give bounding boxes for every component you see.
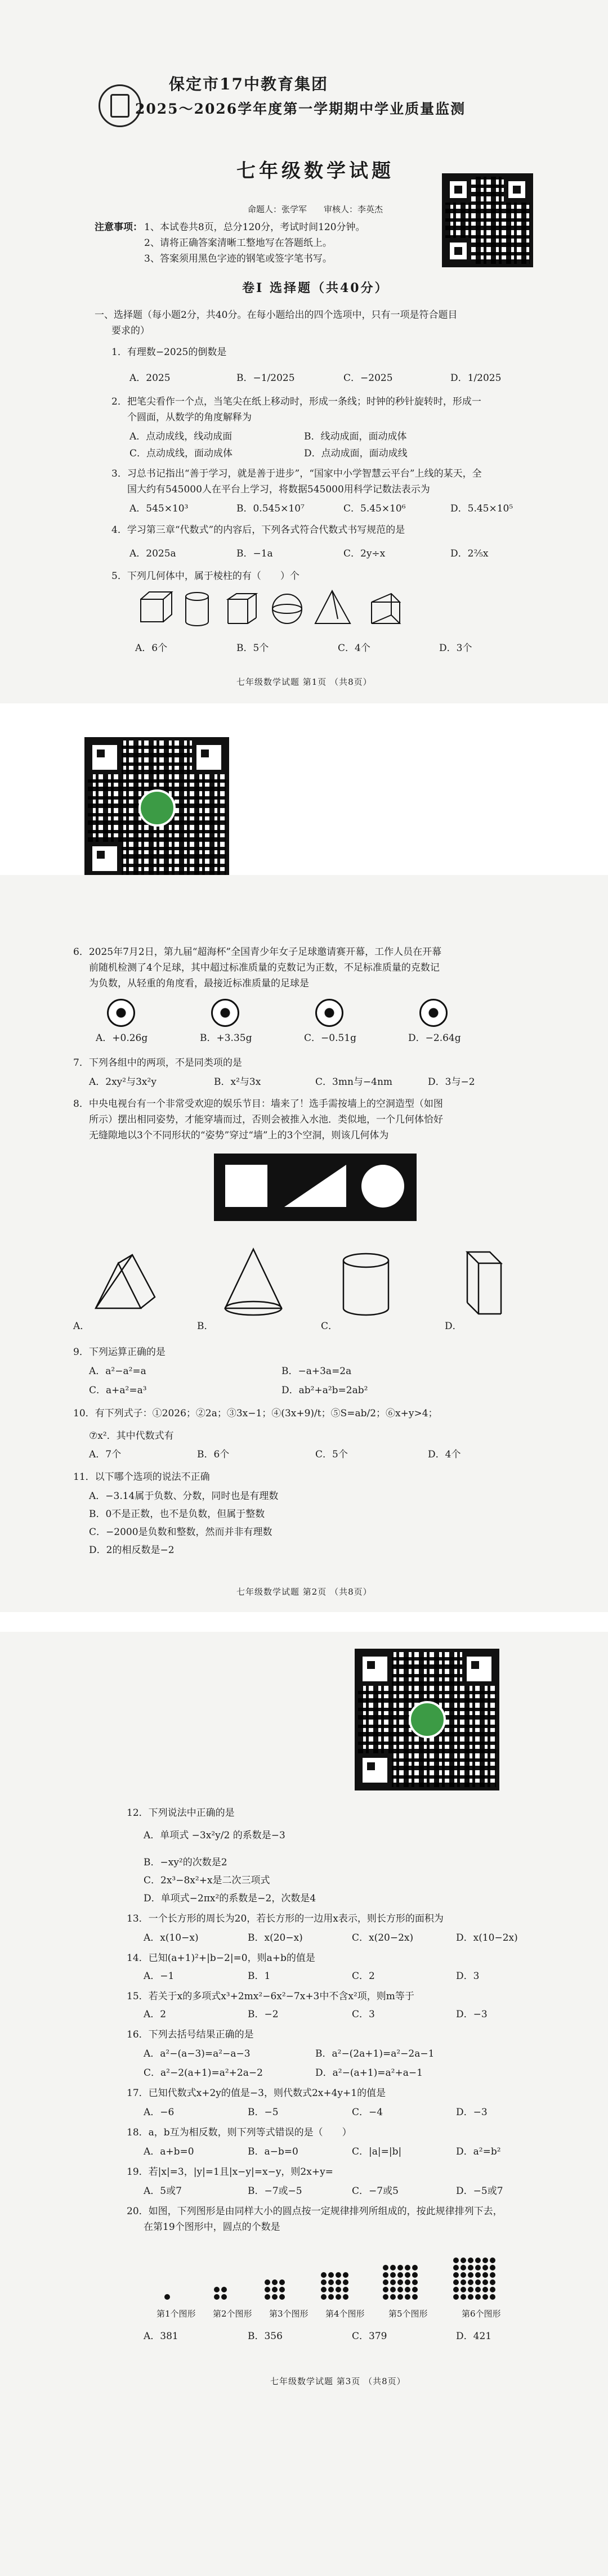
geometric-solids-figure bbox=[135, 585, 484, 630]
q14-option-a: A．−1 bbox=[144, 1971, 175, 1982]
q1-option-a: A．2025 bbox=[129, 373, 171, 384]
dot bbox=[390, 2287, 396, 2292]
question-7: 7．下列各组中的两项，不是同类项的是 bbox=[73, 1057, 242, 1069]
q7-option-b: B．x²与3x bbox=[214, 1076, 261, 1088]
dot bbox=[336, 2272, 341, 2278]
dot bbox=[468, 2294, 473, 2300]
dot bbox=[383, 2294, 388, 2300]
question-6-line1: 6．2025年7月2日，第九届“超海杯”全国青少年女子足球邀请赛开幕，工作人员在开幕 bbox=[73, 946, 442, 958]
dot bbox=[453, 2294, 459, 2300]
q20-option-c: C．379 bbox=[352, 2331, 387, 2342]
q9-option-d: D．ab²+a²b=2ab² bbox=[281, 1385, 368, 1396]
q13-option-c: C．x(20−2x) bbox=[352, 1932, 414, 1944]
dot-grid bbox=[214, 2287, 229, 2300]
q11-option-c: C．−2000是负数和整数，然而并非有理数 bbox=[89, 1527, 272, 1538]
dot bbox=[482, 2279, 488, 2285]
dot bbox=[279, 2279, 285, 2285]
q14-option-b: B．1 bbox=[248, 1971, 271, 1982]
q15-option-a: A．2 bbox=[144, 2009, 167, 2020]
exam-title: 七年级数学试题 bbox=[236, 160, 394, 182]
dot bbox=[482, 2272, 488, 2278]
q18-option-d: D．a²=b² bbox=[456, 2146, 501, 2157]
page-1-footer: 七年级数学试题 第1页 （共8页） bbox=[236, 677, 372, 687]
dot bbox=[468, 2272, 473, 2278]
q16-option-c: C．a²−2(a+1)=a²+2a−2 bbox=[144, 2067, 263, 2079]
q1-option-b: B．−1/2025 bbox=[236, 373, 295, 384]
dot bbox=[453, 2279, 459, 2285]
dot bbox=[279, 2287, 285, 2292]
question-3-line1: 3．习总书记指出“善于学习，就是善于进步”，“国家中小学智慧云平台”上线的某天，全 bbox=[111, 468, 482, 479]
q15-option-d: D．−3 bbox=[456, 2009, 488, 2020]
notice-2: 2、请将正确答案清晰工整地写在答题纸上。 bbox=[144, 237, 332, 249]
dot bbox=[453, 2265, 459, 2270]
dot bbox=[328, 2287, 334, 2292]
q17-option-c: C．−4 bbox=[352, 2107, 383, 2118]
question-2-line2: 个圆面，从数学的角度解释为 bbox=[127, 412, 252, 423]
dot bbox=[482, 2265, 488, 2270]
dot bbox=[405, 2265, 410, 2270]
q6-option-b: B．+3.35g bbox=[200, 1033, 252, 1044]
dot bbox=[336, 2294, 341, 2300]
q16-option-b: B．a²−(2a+1)=a²−2a−1 bbox=[315, 2048, 435, 2059]
dot bbox=[475, 2265, 481, 2270]
dot bbox=[412, 2287, 418, 2292]
dot bbox=[397, 2272, 403, 2278]
q19-option-c: C．−7或5 bbox=[352, 2185, 399, 2197]
dot bbox=[482, 2294, 488, 2300]
dot bbox=[397, 2294, 403, 2300]
dot bbox=[265, 2279, 270, 2285]
dot bbox=[453, 2258, 459, 2263]
dot bbox=[336, 2287, 341, 2292]
q3-option-d: D．5.45×10⁵ bbox=[450, 503, 513, 514]
soccer-ball-icon bbox=[315, 999, 343, 1027]
dot bbox=[390, 2294, 396, 2300]
dot bbox=[343, 2287, 348, 2292]
q19-option-d: D．−5或7 bbox=[456, 2185, 503, 2197]
q12-option-d: D．单项式−2πx²的系数是−2，次数是4 bbox=[144, 1893, 316, 1904]
exam-page-3 bbox=[0, 1632, 608, 2576]
dot bbox=[482, 2258, 488, 2263]
question-15: 15．若关于x的多项式x³+2mx²−6x²−7x+3中不含x²项，则m等于 bbox=[127, 1991, 414, 2002]
q17-option-b: B．−5 bbox=[248, 2107, 279, 2118]
q9-option-c: C．a+a²=a³ bbox=[89, 1385, 147, 1396]
q16-option-a: A．a²−(a−3)=a²−a−3 bbox=[144, 2048, 251, 2059]
q16-option-d: D．a²−(a+1)=a²+a−1 bbox=[315, 2067, 423, 2079]
question-8-line3: 无缝隙地以3个不同形状的“姿势”穿过“墙”上的3个空洞，则该几何体为 bbox=[89, 1130, 389, 1141]
instructions-line1: 一、选择题（每小题2分，共40分。在每小题给出的四个选项中，只有一项是符合题目 bbox=[95, 309, 458, 321]
dot bbox=[461, 2265, 466, 2270]
q2-option-b: B．线动成面，面动成体 bbox=[304, 431, 407, 442]
question-11: 11．以下哪个选项的说法不正确 bbox=[73, 1471, 210, 1483]
dot bbox=[461, 2279, 466, 2285]
dot bbox=[461, 2272, 466, 2278]
dot bbox=[214, 2294, 220, 2300]
q7-option-d: D．3与−2 bbox=[428, 1076, 475, 1088]
dot bbox=[321, 2287, 327, 2292]
dot bbox=[343, 2272, 348, 2278]
dot bbox=[412, 2272, 418, 2278]
dot bbox=[468, 2279, 473, 2285]
dot bbox=[468, 2258, 473, 2263]
dot-grid bbox=[453, 2258, 497, 2300]
q12-option-b: B．−xy²的次数是2 bbox=[144, 1857, 227, 1868]
dot-grid bbox=[265, 2279, 287, 2300]
page-gap bbox=[0, 703, 608, 875]
q12-option-c: C．2x³−8x²+x是二次三项式 bbox=[144, 1875, 270, 1886]
q15-option-c: C．3 bbox=[352, 2009, 375, 2020]
q13-option-b: B．x(20−x) bbox=[248, 1932, 303, 1944]
dot bbox=[475, 2287, 481, 2292]
q19-option-a: A．5或7 bbox=[144, 2185, 182, 2197]
figure-5-label: 第5个图形 bbox=[388, 2309, 428, 2319]
dot bbox=[490, 2265, 495, 2270]
dot bbox=[164, 2294, 170, 2300]
q3-option-b: B．0.545×10⁷ bbox=[236, 503, 305, 514]
dot bbox=[475, 2279, 481, 2285]
dot bbox=[490, 2279, 495, 2285]
q14-option-c: C．2 bbox=[352, 1971, 375, 1982]
dot bbox=[214, 2287, 220, 2292]
dot bbox=[468, 2287, 473, 2292]
dot bbox=[405, 2294, 410, 2300]
dot bbox=[265, 2294, 270, 2300]
dot bbox=[221, 2294, 227, 2300]
qr-code-icon bbox=[355, 1649, 499, 1790]
q4-option-a: A．2025a bbox=[129, 548, 176, 559]
q8-option-a: A． bbox=[73, 1321, 90, 1332]
q8-option-c: C． bbox=[321, 1321, 338, 1332]
solid-options-figure bbox=[84, 1241, 535, 1325]
soccer-ball-icon bbox=[211, 999, 239, 1027]
question-1: 1．有理数−2025的倒数是 bbox=[111, 347, 227, 358]
dot bbox=[321, 2294, 327, 2300]
dot bbox=[412, 2265, 418, 2270]
question-17: 17．已知代数式x+2y的值是−3，则代数式2x+4y+1的值是 bbox=[127, 2088, 386, 2099]
q6-option-a: A．+0.26g bbox=[96, 1033, 148, 1044]
dot bbox=[475, 2258, 481, 2263]
dot bbox=[482, 2287, 488, 2292]
dot bbox=[383, 2272, 388, 2278]
dot-grid bbox=[383, 2265, 419, 2300]
dot bbox=[490, 2287, 495, 2292]
notice-1: 1、本试卷共8页，总分120分，考试时间120分钟。 bbox=[144, 222, 365, 233]
q2-option-a: A．点动成线，线动成面 bbox=[129, 431, 233, 442]
q11-option-d: D．2的相反数是−2 bbox=[89, 1545, 175, 1556]
question-16: 16．下列去括号结果正确的是 bbox=[127, 2029, 254, 2040]
exam-page-2 bbox=[0, 875, 608, 1612]
dot bbox=[461, 2287, 466, 2292]
question-19: 19．若|x|=3，|y|=1且|x−y|=x−y，则2x+y= bbox=[127, 2166, 333, 2178]
q8-option-d: D． bbox=[445, 1321, 462, 1332]
q13-option-a: A．x(10−x) bbox=[144, 1932, 199, 1944]
question-4: 4．学习第三章“代数式”的内容后，下列各式符合代数式书写规范的是 bbox=[111, 524, 405, 536]
question-13: 13．一个长方形的周长为20，若长方形的一边用x表示，则长方形的面积为 bbox=[127, 1913, 444, 1924]
figure-4-label: 第4个图形 bbox=[325, 2309, 365, 2319]
wall-holes-figure bbox=[214, 1154, 417, 1221]
q18-option-b: B．a−b=0 bbox=[248, 2146, 298, 2157]
q20-option-d: D．421 bbox=[456, 2331, 492, 2342]
q9-option-a: A．a²−a²=a bbox=[89, 1366, 146, 1377]
q12-option-a: A．单项式 −3x²y/2 的系数是−3 bbox=[144, 1830, 285, 1841]
question-20-line2: 在第19个图形中，圆点的个数是 bbox=[144, 2222, 280, 2233]
notice-3: 3、答案须用黑色字迹的钢笔或签字笔书写。 bbox=[144, 253, 332, 264]
dot bbox=[321, 2279, 327, 2285]
dot bbox=[490, 2272, 495, 2278]
q5-option-b: B．5个 bbox=[236, 643, 269, 654]
q7-option-c: C．3mn与−4nm bbox=[315, 1076, 393, 1088]
soccer-ball-icon bbox=[419, 999, 448, 1027]
q2-option-c: C．点动成线，面动成体 bbox=[129, 448, 233, 459]
question-12: 12．下列说法中正确的是 bbox=[127, 1807, 235, 1819]
q18-option-a: A．a+b=0 bbox=[144, 2146, 194, 2157]
question-9: 9．下列运算正确的是 bbox=[73, 1347, 166, 1358]
question-6-line3: 为负数，从轻重的角度看，最接近标准质量的足球是 bbox=[89, 978, 309, 989]
soccer-ball-icon bbox=[107, 999, 135, 1027]
question-8-line1: 8．中央电视台有一个非常受欢迎的娱乐节目：墙来了！选手需按墙上的空洞造型（如图 bbox=[73, 1098, 443, 1110]
dot bbox=[405, 2287, 410, 2292]
dot bbox=[490, 2294, 495, 2300]
question-6-line2: 前随机检测了4个足球，其中超过标准质量的克数记为正数，不足标准质量的克数记 bbox=[89, 962, 440, 973]
q10-option-b: B．6个 bbox=[197, 1449, 230, 1460]
question-14: 14．已知(a+1)²+|b−2|=0，则a+b的值是 bbox=[127, 1953, 315, 1964]
dot bbox=[390, 2279, 396, 2285]
q15-option-b: B．−2 bbox=[248, 2009, 279, 2020]
dot bbox=[383, 2287, 388, 2292]
dot bbox=[461, 2294, 466, 2300]
q19-option-b: B．−7或−5 bbox=[248, 2185, 302, 2197]
dot bbox=[328, 2272, 334, 2278]
dot bbox=[397, 2287, 403, 2292]
question-8-line2: 所示）摆出相同姿势，才能穿墙而过，否则会被推入水池．类似地，一个几何体恰好 bbox=[89, 1114, 443, 1125]
q5-option-d: D．3个 bbox=[439, 643, 472, 654]
q13-option-d: D．x(10−2x) bbox=[456, 1932, 518, 1944]
q4-option-b: B．−1a bbox=[236, 548, 273, 559]
q11-option-a: A．−3.14属于负数、分数，同时也是有理数 bbox=[89, 1491, 279, 1502]
dot bbox=[343, 2294, 348, 2300]
q7-option-a: A．2xy²与3x²y bbox=[89, 1076, 157, 1088]
question-5: 5．下列几何体中，属于棱柱的有（ ）个 bbox=[111, 571, 299, 582]
notice-label: 注意事项： bbox=[95, 222, 142, 233]
dot bbox=[265, 2287, 270, 2292]
dot bbox=[412, 2279, 418, 2285]
dot bbox=[397, 2279, 403, 2285]
dot bbox=[272, 2294, 278, 2300]
authors: 命题人：张学军 审核人：李英杰 bbox=[248, 204, 383, 214]
q3-option-a: A．545×10³ bbox=[129, 503, 189, 514]
dot bbox=[343, 2279, 348, 2285]
dot bbox=[468, 2265, 473, 2270]
question-10-line2: ⑦x²．其中代数式有 bbox=[89, 1430, 174, 1442]
question-3-line2: 国大约有545000人在平台上学习，将数据545000用科学记数法表示为 bbox=[127, 484, 430, 495]
dot bbox=[390, 2272, 396, 2278]
question-20-line1: 20．如图，下列图形是由同样大小的圆点按一定规律排列所组成的，按此规律排列下去， bbox=[127, 2206, 503, 2217]
dot bbox=[390, 2265, 396, 2270]
figure-6-label: 第6个图形 bbox=[462, 2309, 501, 2319]
dot bbox=[490, 2258, 495, 2263]
dot bbox=[453, 2287, 459, 2292]
school-name: 保定市17中教育集团 bbox=[169, 75, 328, 93]
dot bbox=[405, 2279, 410, 2285]
dot bbox=[383, 2265, 388, 2270]
dot bbox=[272, 2287, 278, 2292]
q1-option-c: C．−2025 bbox=[343, 373, 393, 384]
q20-option-b: B．356 bbox=[248, 2331, 283, 2342]
dot bbox=[397, 2265, 403, 2270]
q1-option-d: D．1/2025 bbox=[450, 373, 502, 384]
figure-1-label: 第1个图形 bbox=[157, 2309, 196, 2319]
q10-option-a: A．7个 bbox=[89, 1449, 122, 1460]
q6-option-c: C．−0.51g bbox=[304, 1033, 356, 1044]
q20-option-a: A．381 bbox=[144, 2331, 178, 2342]
q3-option-c: C．5.45×10⁶ bbox=[343, 503, 406, 514]
q17-option-a: A．−6 bbox=[144, 2107, 175, 2118]
question-10-line1: 10．有下列式子：①2026；②2a；③3x−1；④(3x+9)/t；⑤S=ab/2；⑥x+y>4； bbox=[73, 1408, 438, 1419]
qr-code-icon bbox=[442, 173, 533, 267]
dot bbox=[336, 2279, 341, 2285]
dot bbox=[405, 2272, 410, 2278]
dot bbox=[321, 2272, 327, 2278]
q17-option-d: D．−3 bbox=[456, 2107, 488, 2118]
q10-option-d: D．4个 bbox=[428, 1449, 461, 1460]
dot bbox=[412, 2294, 418, 2300]
dot bbox=[461, 2258, 466, 2263]
section-heading: 卷Ⅰ 选择题（共40分） bbox=[242, 281, 389, 295]
question-2-line1: 2．把笔尖看作一个点，当笔尖在纸上移动时，形成一条线；时钟的秒针旋转时，形成一 bbox=[111, 396, 481, 407]
q9-option-b: B．−a+3a=2a bbox=[281, 1366, 352, 1377]
q14-option-d: D．3 bbox=[456, 1971, 480, 1982]
dot bbox=[475, 2294, 481, 2300]
dot bbox=[279, 2294, 285, 2300]
dot bbox=[328, 2294, 334, 2300]
dot-grid bbox=[164, 2294, 172, 2300]
q4-option-d: D．2⅖x bbox=[450, 548, 489, 559]
q6-option-d: D．−2.64g bbox=[408, 1033, 461, 1044]
q4-option-c: C．2y÷x bbox=[343, 548, 386, 559]
dot bbox=[453, 2272, 459, 2278]
q18-option-c: C．|a|=|b| bbox=[352, 2146, 402, 2157]
dot bbox=[475, 2272, 481, 2278]
q10-option-c: C．5个 bbox=[315, 1449, 348, 1460]
exam-term: 2025～2026学年度第一学期期中学业质量监测 bbox=[135, 101, 466, 117]
dot bbox=[221, 2287, 227, 2292]
dot-grid bbox=[321, 2272, 350, 2300]
dot bbox=[383, 2279, 388, 2285]
q11-option-b: B．0不是正数，也不是负数，但属于整数 bbox=[89, 1509, 265, 1520]
exam-page-1 bbox=[0, 0, 608, 703]
q5-option-c: C．4个 bbox=[338, 643, 370, 654]
q8-option-b: B． bbox=[197, 1321, 214, 1332]
q5-option-a: A．6个 bbox=[135, 643, 168, 654]
dot bbox=[272, 2279, 278, 2285]
figure-2-label: 第2个图形 bbox=[213, 2309, 252, 2319]
instructions-line2: 要求的） bbox=[111, 325, 150, 336]
dot bbox=[328, 2279, 334, 2285]
qr-code-icon bbox=[84, 737, 229, 879]
q2-option-d: D．点动成面，面动成线 bbox=[304, 448, 408, 459]
page-3-footer: 七年级数学试题 第3页 （共8页） bbox=[270, 2376, 406, 2386]
page-2-footer: 七年级数学试题 第2页 （共8页） bbox=[236, 1587, 372, 1597]
figure-3-label: 第3个图形 bbox=[269, 2309, 309, 2319]
question-18: 18．a，b互为相反数，则下列等式错误的是（ ） bbox=[127, 2127, 352, 2138]
